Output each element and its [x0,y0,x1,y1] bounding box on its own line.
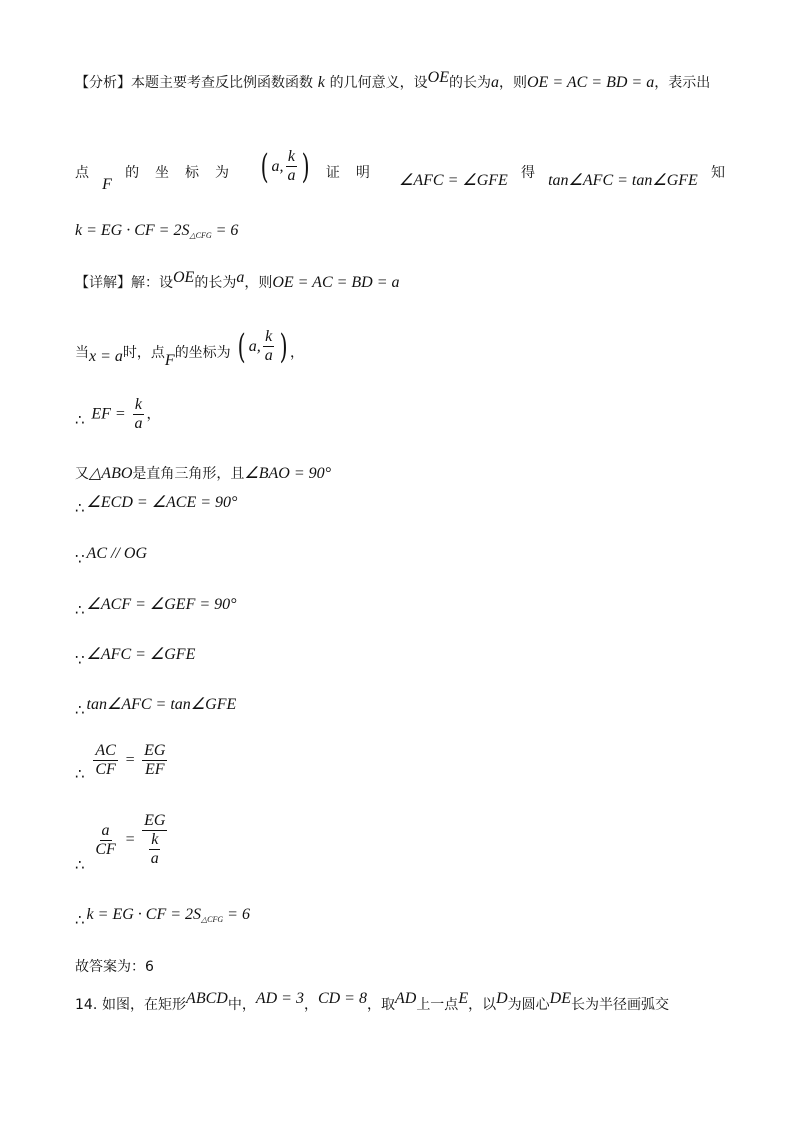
equals: = [124,751,136,769]
equation: k = EG · CF = 2S [86,906,202,923]
question-14 [75,988,669,1013]
compound-fraction [142,812,167,868]
step-4 [75,543,147,568]
fraction [285,148,297,185]
numerator: k [134,396,142,413]
math-e: E [458,990,469,1007]
analysis-label: 【分析】 [75,75,131,91]
equation: = 6 [223,906,250,923]
therefore-symbol: ∴ [75,701,85,719]
math-oe: OE [173,269,195,286]
numerator: AC [95,742,116,759]
equation: AD = 3 [255,990,304,1007]
text: 又 [75,466,89,482]
numerator: k [265,328,273,345]
text: 是直角三角形，且 [132,466,245,482]
text: ， [290,344,304,361]
text: 的坐标为 [125,164,246,181]
fraction [149,831,161,868]
text: ，取 [366,997,395,1013]
text: 的坐标为 [174,344,231,361]
question-number: 14. [75,997,98,1013]
equation: tan∠AFC = tan∠GFE [86,696,237,713]
answer-line [75,956,154,977]
step-6 [75,644,196,669]
detail-line-1 [75,269,400,293]
equation: ∠ECD = ∠ACE = 90° [86,494,238,511]
because-symbol: ∵ [75,651,85,669]
numerator: k [287,148,296,165]
math-ad: AD [394,990,417,1007]
subscript: △CFG [201,915,224,924]
math-d: D [496,990,508,1007]
coordinate-f: ( a, $\frac{k}{a}$ ) [238,326,288,367]
text: ，则 [499,75,527,91]
text: 中， [227,997,256,1013]
analysis-line-3 [75,220,238,246]
fraction [263,328,275,365]
numerator: EG [144,742,166,759]
therefore-symbol: ∴ [75,601,85,619]
denominator: CF [95,761,116,778]
text: ， [303,997,318,1013]
text: 长为半径画弧交 [570,997,669,1013]
math-abcd: ABCD [186,990,228,1007]
equation: OE = AC = BD = a [527,74,655,91]
detail-label: 【详解】 [75,275,131,291]
text: ，以 [468,997,497,1013]
equals: = [124,831,136,848]
math-k: k [317,74,325,91]
step-5 [75,594,237,619]
therefore-symbol: ∴ [75,911,85,929]
denominator: a [287,167,296,184]
math-a: a [491,74,499,91]
fraction [132,396,144,433]
text: 当 [75,344,89,361]
denominator: a [134,415,143,432]
answer: 故答案为：6 [75,959,154,975]
denominator: EF [145,761,165,778]
text: 的长为 [194,275,237,291]
coordinate-f: ( a, $\frac{k}{a}$ ) [260,146,311,187]
text: ， [146,406,161,423]
step-1 [75,396,160,433]
denominator: a [264,347,273,364]
equation: tan∠AFC = tan∠GFE [548,171,698,189]
equation: ∠BAO = 90° [244,465,332,482]
text: ，表示出 [654,75,711,91]
detail-line-2 [75,326,304,369]
text: 点 [75,164,89,181]
denominator: a [150,850,159,867]
numerator: k [151,831,159,848]
numerator: a [101,821,110,839]
step-8 [75,742,169,783]
text: 的长为 [449,75,491,91]
math-oe: OE [427,69,449,86]
step-2 [75,463,331,484]
step-9 [75,812,169,874]
therefore-symbol: ∴ [75,856,85,874]
equation: ∠AFC = ∠GFE [399,171,508,189]
step-10 [75,904,250,930]
equation: k = EG · CF = 2S [75,222,190,239]
math-a: a, [271,157,284,175]
text: 得 [520,164,535,181]
denominator: CF [95,840,116,858]
equation: ∠AFC = ∠GFE [86,646,196,663]
text: 上一点 [416,997,459,1013]
step-7 [75,694,237,719]
therefore-symbol: ∴ [75,764,85,783]
math-a: a [236,269,245,286]
text: 证明 [325,164,386,181]
denominator [145,831,165,868]
equation: EF = [91,405,126,423]
equation: AC // OG [86,545,147,562]
text: 知 [710,164,725,181]
text: 解：设 [131,275,173,291]
text: ，则 [244,275,273,291]
therefore-symbol: ∴ [75,499,85,517]
math-de: DE [549,990,571,1007]
analysis-line-2 [75,146,725,193]
analysis-line-1 [75,69,711,93]
text: 的几何意义，设 [329,75,428,91]
therefore-symbol: ∴ [75,410,85,429]
equation: OE = AC = BD = a [272,274,400,291]
equation: = 6 [211,222,239,239]
equation: ∠ACF = ∠GEF = 90° [86,596,237,613]
fraction [93,822,117,859]
step-3 [75,492,238,517]
subscript: △CFG [189,231,212,240]
text: 为圆心 [507,997,550,1013]
equation: CD = 8 [317,990,367,1007]
text: 如图，在矩形 [102,997,187,1013]
math-f: F [102,175,112,193]
text: 时，点 [122,344,165,361]
triangle-abo: △ABO [89,465,133,482]
math-f: F [164,351,175,369]
numerator: EG [144,812,166,829]
text: 本题主要考查反比例函数函数 [131,75,313,91]
math-a: a, [248,337,261,355]
equation: x = a [89,347,123,365]
fraction [142,742,167,779]
fraction [93,742,117,779]
because-symbol: ∵ [75,550,85,568]
